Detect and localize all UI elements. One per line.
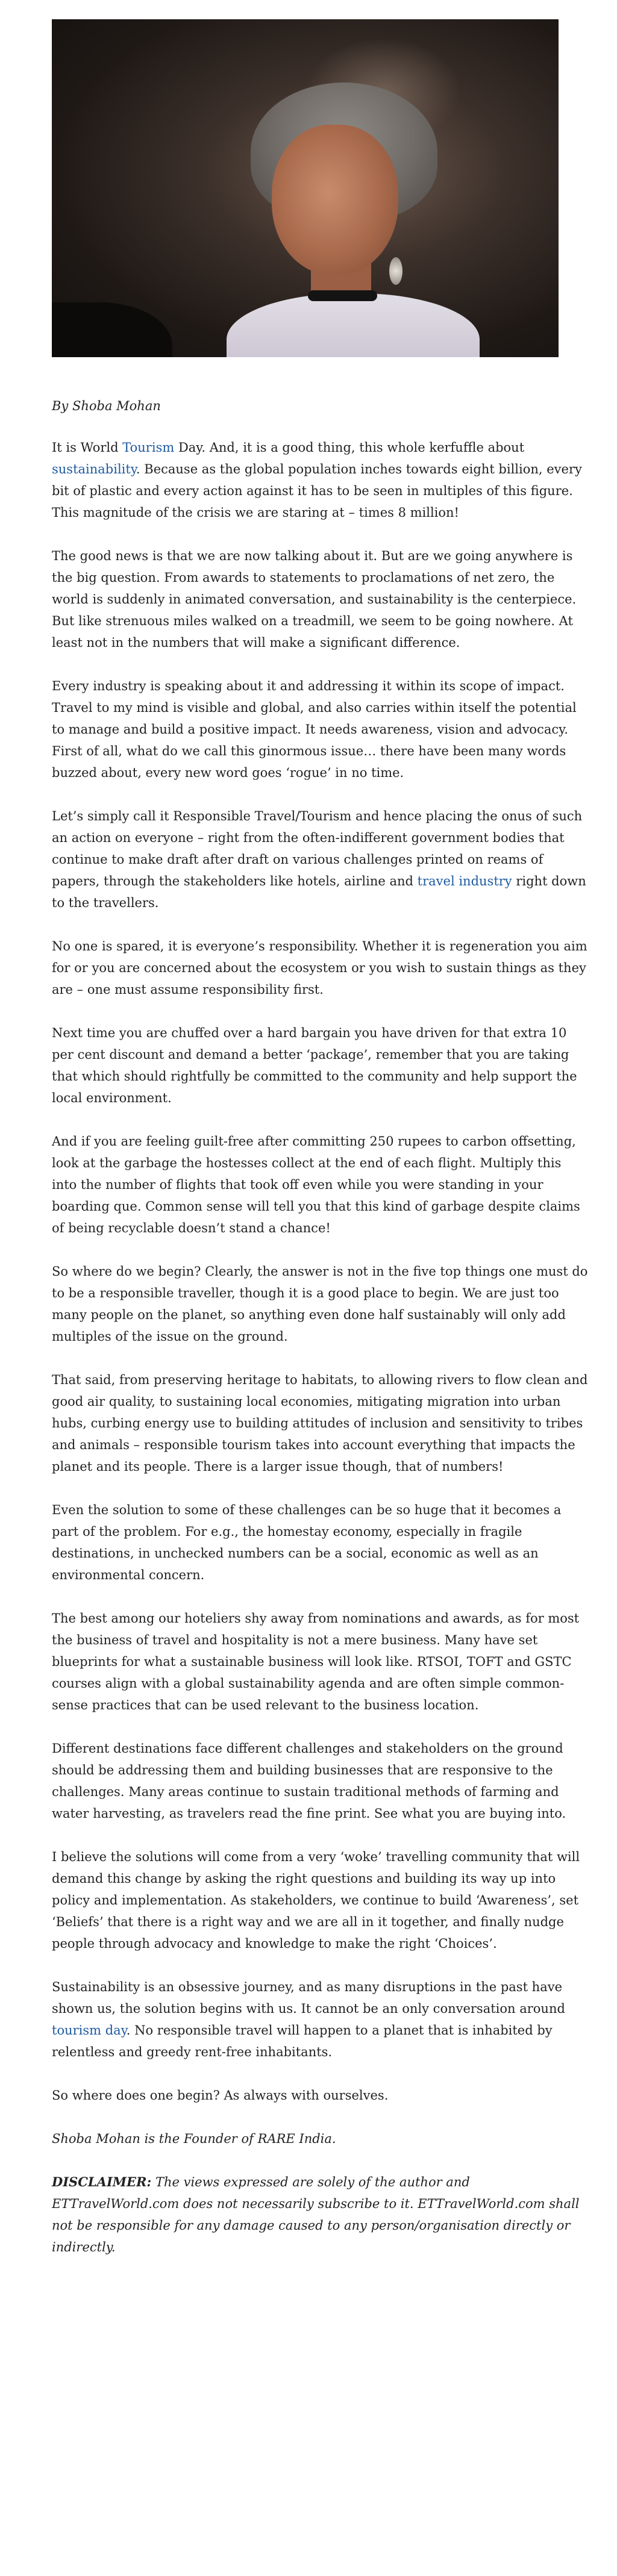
paragraph-15: So where does one begin? As always with ourselves. <box>52 2088 389 2103</box>
article <box>52 0 615 2258</box>
paragraph-6: Next time you are chuffed over a hard bargain you have driven for that extra 10 per cent discount and demand a better ‘package’, remember that you are taking that which should rightfully be committed to the community and help support the local environment. <box>52 1026 577 1105</box>
paragraph-text: Sustainability is an obsessive journey, and as many disruptions in the past have shown us, the solution begins with us. It cannot be an only conversation around <box>52 1980 565 2016</box>
byline: By Shoba Mohan <box>52 399 161 413</box>
paragraph-text: . No responsible travel will happen to a planet that is inhabited by relentless and greedy rent-free inhabitants. <box>52 2023 553 2059</box>
paragraph-8: So where do we begin? Clearly, the answer is not in the five top things one must do to be a responsible traveller, though it is a good place to begin. We are just too many people on the planet, so anything even done half sustainably will only add multiples of the issue on the ground. <box>52 1264 588 1344</box>
hero-shirt <box>227 293 480 357</box>
paragraph-13: I believe the solutions will come from a very ‘woke’ travelling community that will demand this change by asking the right questions and building its way up into policy and implementation. As stakeholders, we continue to build ‘Awareness’, set ‘Beliefs’ that there is a right way and we are all in it together, and finally nudge people through advocacy and knowledge to make the right ‘Choices’. <box>52 1850 580 1951</box>
tourism-link[interactable]: Tourism <box>122 440 175 455</box>
paragraph-12: Different destinations face different challenges and stakeholders on the ground should be addressing them and building businesses that are responsive to the challenges. Many areas continue to sustain traditional methods of farming and water harvesting, as travelers read the fine print. See what you are buying into. <box>52 1741 566 1821</box>
paragraph-text: right down to the travellers. <box>52 874 586 910</box>
paragraph-9: That said, from preserving heritage to habitats, to allowing rivers to flow clean and good air quality, to sustaining local economies, mitigating migration into urban hubs, curbing energy use to building attitudes of inclusion and sensitivity to tribes and animals – responsible tourism takes into account everything that impacts the planet and its people. There is a larger issue though, that of numbers! <box>52 1373 588 1474</box>
hero-foreground-shape <box>52 302 172 357</box>
travel-industry-link[interactable]: travel industry <box>417 874 512 888</box>
paragraph-2: The good news is that we are now talking about it. But are we going anywhere is the big question. From awards to statements to proclamations of net zero, the world is suddenly in animated conversation, and sustainability is the centerpiece. But like strenuous miles walked on a treadmill, we seem to be going nowhere. At least not in the numbers that will make a significant difference. <box>52 549 577 650</box>
paragraph-text: Day. And, it is a good thing, this whole kerfuffle about <box>174 440 525 455</box>
hero-choker <box>308 290 377 301</box>
paragraph-text: Let’s simply call it Responsible Travel/Tourism and hence placing the onus of such an action on everyone – right from the often-indifferent government bodies that continue to make draft after draft on various challenges printed on reams of papers, through the stakeholders like hotels, airline and <box>52 809 583 888</box>
paragraph-text: . Because as the global population inches towards eight billion, every bit of plastic and every action against it has to be seen in multiples of this figure. This magnitude of the crisis we are staring at – times 8 million! <box>52 462 582 520</box>
paragraph-10: Even the solution to some of these challenges can be so huge that it becomes a part of the problem. For e.g., the homestay economy, especially in fragile destinations, in unchecked numbers can be a social, economic as well as an environmental concern. <box>52 1503 562 1582</box>
paragraph-text: It is World <box>52 440 123 455</box>
disclaimer-label: DISCLAIMER: <box>52 2174 152 2189</box>
paragraph-11: The best among our hoteliers shy away from nominations and awards, as for most the business of travel and hospitality is not a mere business. Many have set blueprints for what a sustainable business will look like. RTSOI, TOFT and GSTC courses align with a global sustainability agenda and are often simple common-sense practices that can be used relevant to the business location. <box>52 1611 580 1712</box>
disclaimer <box>52 2171 588 2258</box>
paragraph-4 <box>52 805 588 914</box>
hero-earring <box>389 257 402 285</box>
hero-image <box>52 19 559 357</box>
paragraph-7: And if you are feeling guilt-free after committing 250 rupees to carbon offsetting, look at the garbage the hostesses collect at the end of each flight. Multiply this into the number of flights that took off even while you were standing in your boarding que. Common sense will tell you that this kind of garbage despite claims of being recyclable doesn’t stand a chance! <box>52 1134 580 1235</box>
sustainability-link[interactable]: sustainability <box>52 462 136 476</box>
paragraph-3: Every industry is speaking about it and addressing it within its scope of impact. Travel to my mind is visible and global, and also carries within itself the potential to manage and build a positive impact. It needs awareness, vision and advocacy. First of all, what do we call this ginormous issue… there have been many words buzzed about, every new word goes ‘rogue’ in no time. <box>52 679 577 780</box>
author-note: Shoba Mohan is the Founder of RARE India. <box>52 2132 336 2146</box>
tourism-day-link[interactable]: tourism day <box>52 2023 127 2038</box>
paragraph-14 <box>52 1976 588 2063</box>
paragraph-5: No one is spared, it is everyone’s responsibility. Whether it is regeneration you aim for or you are concerned about the ecosystem or you wish to sustain things as they are – one must assume responsibility first. <box>52 939 587 997</box>
paragraph-1 <box>52 437 588 523</box>
disclaimer-text: The views expressed are solely of the author and ETTravelWorld.com does not necessarily subscribe to it. ETTravelWorld.com shall not be responsible for any damage caused to any person/organisation directly or indirectly. <box>52 2175 580 2254</box>
hero-face <box>272 125 398 275</box>
